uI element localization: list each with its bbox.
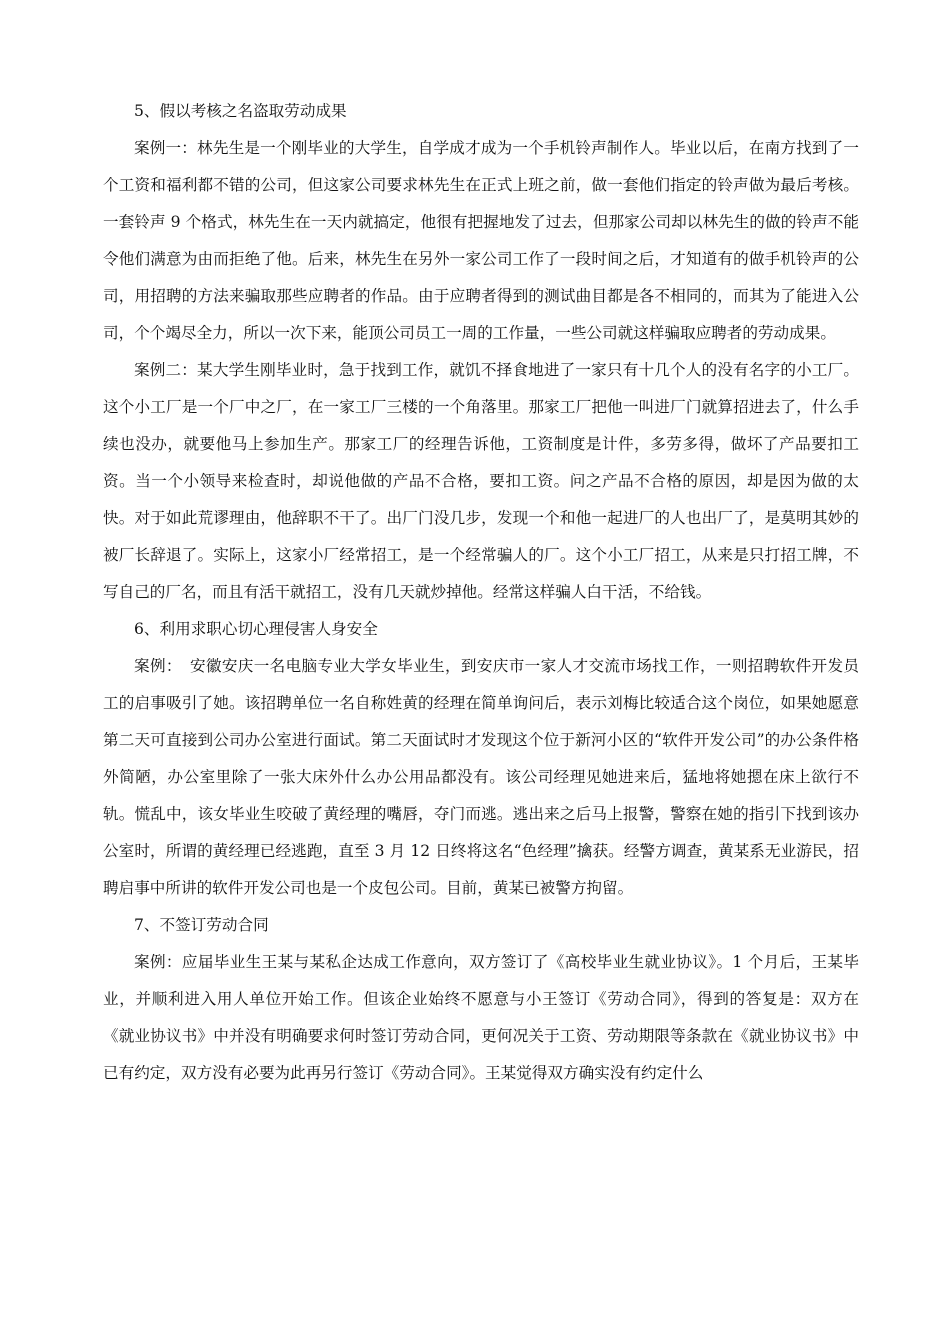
case-paragraph-2: 案例二：某大学生刚毕业时，急于找到工作，就饥不择食地进了一家只有十几个人的没有名字的小工厂。这个小工厂是一个厂中之厂，在一家工厂三楼的一个角落里。那家工厂把他一叫进厂门就算招进去了，什么手续也没办，就要他马上参加生产。那家工厂的经理告诉他，工资制度是计件，多劳多得，做坏了产品要扣工资。当一个小领导来检查时，却说他做的产品不合格，要扣工资。问之产品不合格的原因，却是因为做的太快。对于如此荒谬理由，他辞职不干了。出厂门没几步，发现一个和他一起进厂的人也出厂了，是莫明其妙的被厂长辞退了。实际上，这家小厂经常招工，是一个经常骗人的厂。这个小工厂招工，从来是只打招工牌，不写自己的厂名，而且有活干就招工，没有几天就炒掉他。经常这样骗人白干活，不给钱。 [103, 361, 859, 601]
document-body [103, 93, 859, 1092]
case-paragraph-4: 案例：应届毕业生王某与某私企达成工作意向，双方签订了《高校毕业生就业协议》。1 个月后，王某毕业，并顺利进入用人单位开始工作。但该企业始终不愿意与小王签订《劳动合同》，得到的答复是：双方在《就业协议书》中并没有明确要求何时签订劳动合同，更何况关于工资、劳动期限等条款在《就业协议书》中已有约定，双方没有必要为此再另行签订《劳动合同》。王某觉得双方确实没有约定什么 [103, 953, 859, 1082]
section-heading-6: 6、利用求职心切心理侵害人身安全 [134, 620, 378, 638]
case-paragraph-3: 案例： 安徽安庆一名电脑专业大学女毕业生，到安庆市一家人才交流市场找工作，一则招聘软件开发员工的启事吸引了她。该招聘单位一名自称姓黄的经理在简单询问后，表示刘梅比较适合这个岗位，如果她愿意第二天可直接到公司办公室进行面试。第二天面试时才发现这个位于新河小区的“软件开发公司”的办公条件格外简陋，办公室里除了一张大床外什么办公用品都没有。该公司经理见她进来后，猛地将她摁在床上欲行不轨。慌乱中，该女毕业生咬破了黄经理的嘴唇，夺门而逃。逃出来之后马上报警，警察在她的指引下找到该办公室时，所谓的黄经理已经逃跑，直至 3 月 12 日终将这名“色经理”擒获。经警方调查，黄某系无业游民，招聘启事中所讲的软件开发公司也是一个皮包公司。目前，黄某已被警方拘留。 [103, 657, 859, 897]
case-paragraph-1: 案例一：林先生是一个刚毕业的大学生，自学成才成为一个手机铃声制作人。毕业以后，在南方找到了一个工资和福利都不错的公司，但这家公司要求林先生在正式上班之前，做一套他们指定的铃声做为最后考核。一套铃声 9 个格式，林先生在一天内就搞定，他很有把握地发了过去，但那家公司却以林先生的做的铃声不能令他们满意为由而拒绝了他。后来，林先生在另外一家公司工作了一段时间之后，才知道有的做手机铃声的公司，用招聘的方法来骗取那些应聘者的作品。由于应聘者得到的测试曲目都是各不相同的，而其为了能进入公司，个个竭尽全力，所以一次下来，能顶公司员工一周的工作量，一些公司就这样骗取应聘者的劳动成果。 [103, 139, 859, 342]
section-heading-5: 5、假以考核之名盗取劳动成果 [134, 102, 347, 120]
section-heading-7: 7、不签订劳动合同 [134, 916, 269, 934]
